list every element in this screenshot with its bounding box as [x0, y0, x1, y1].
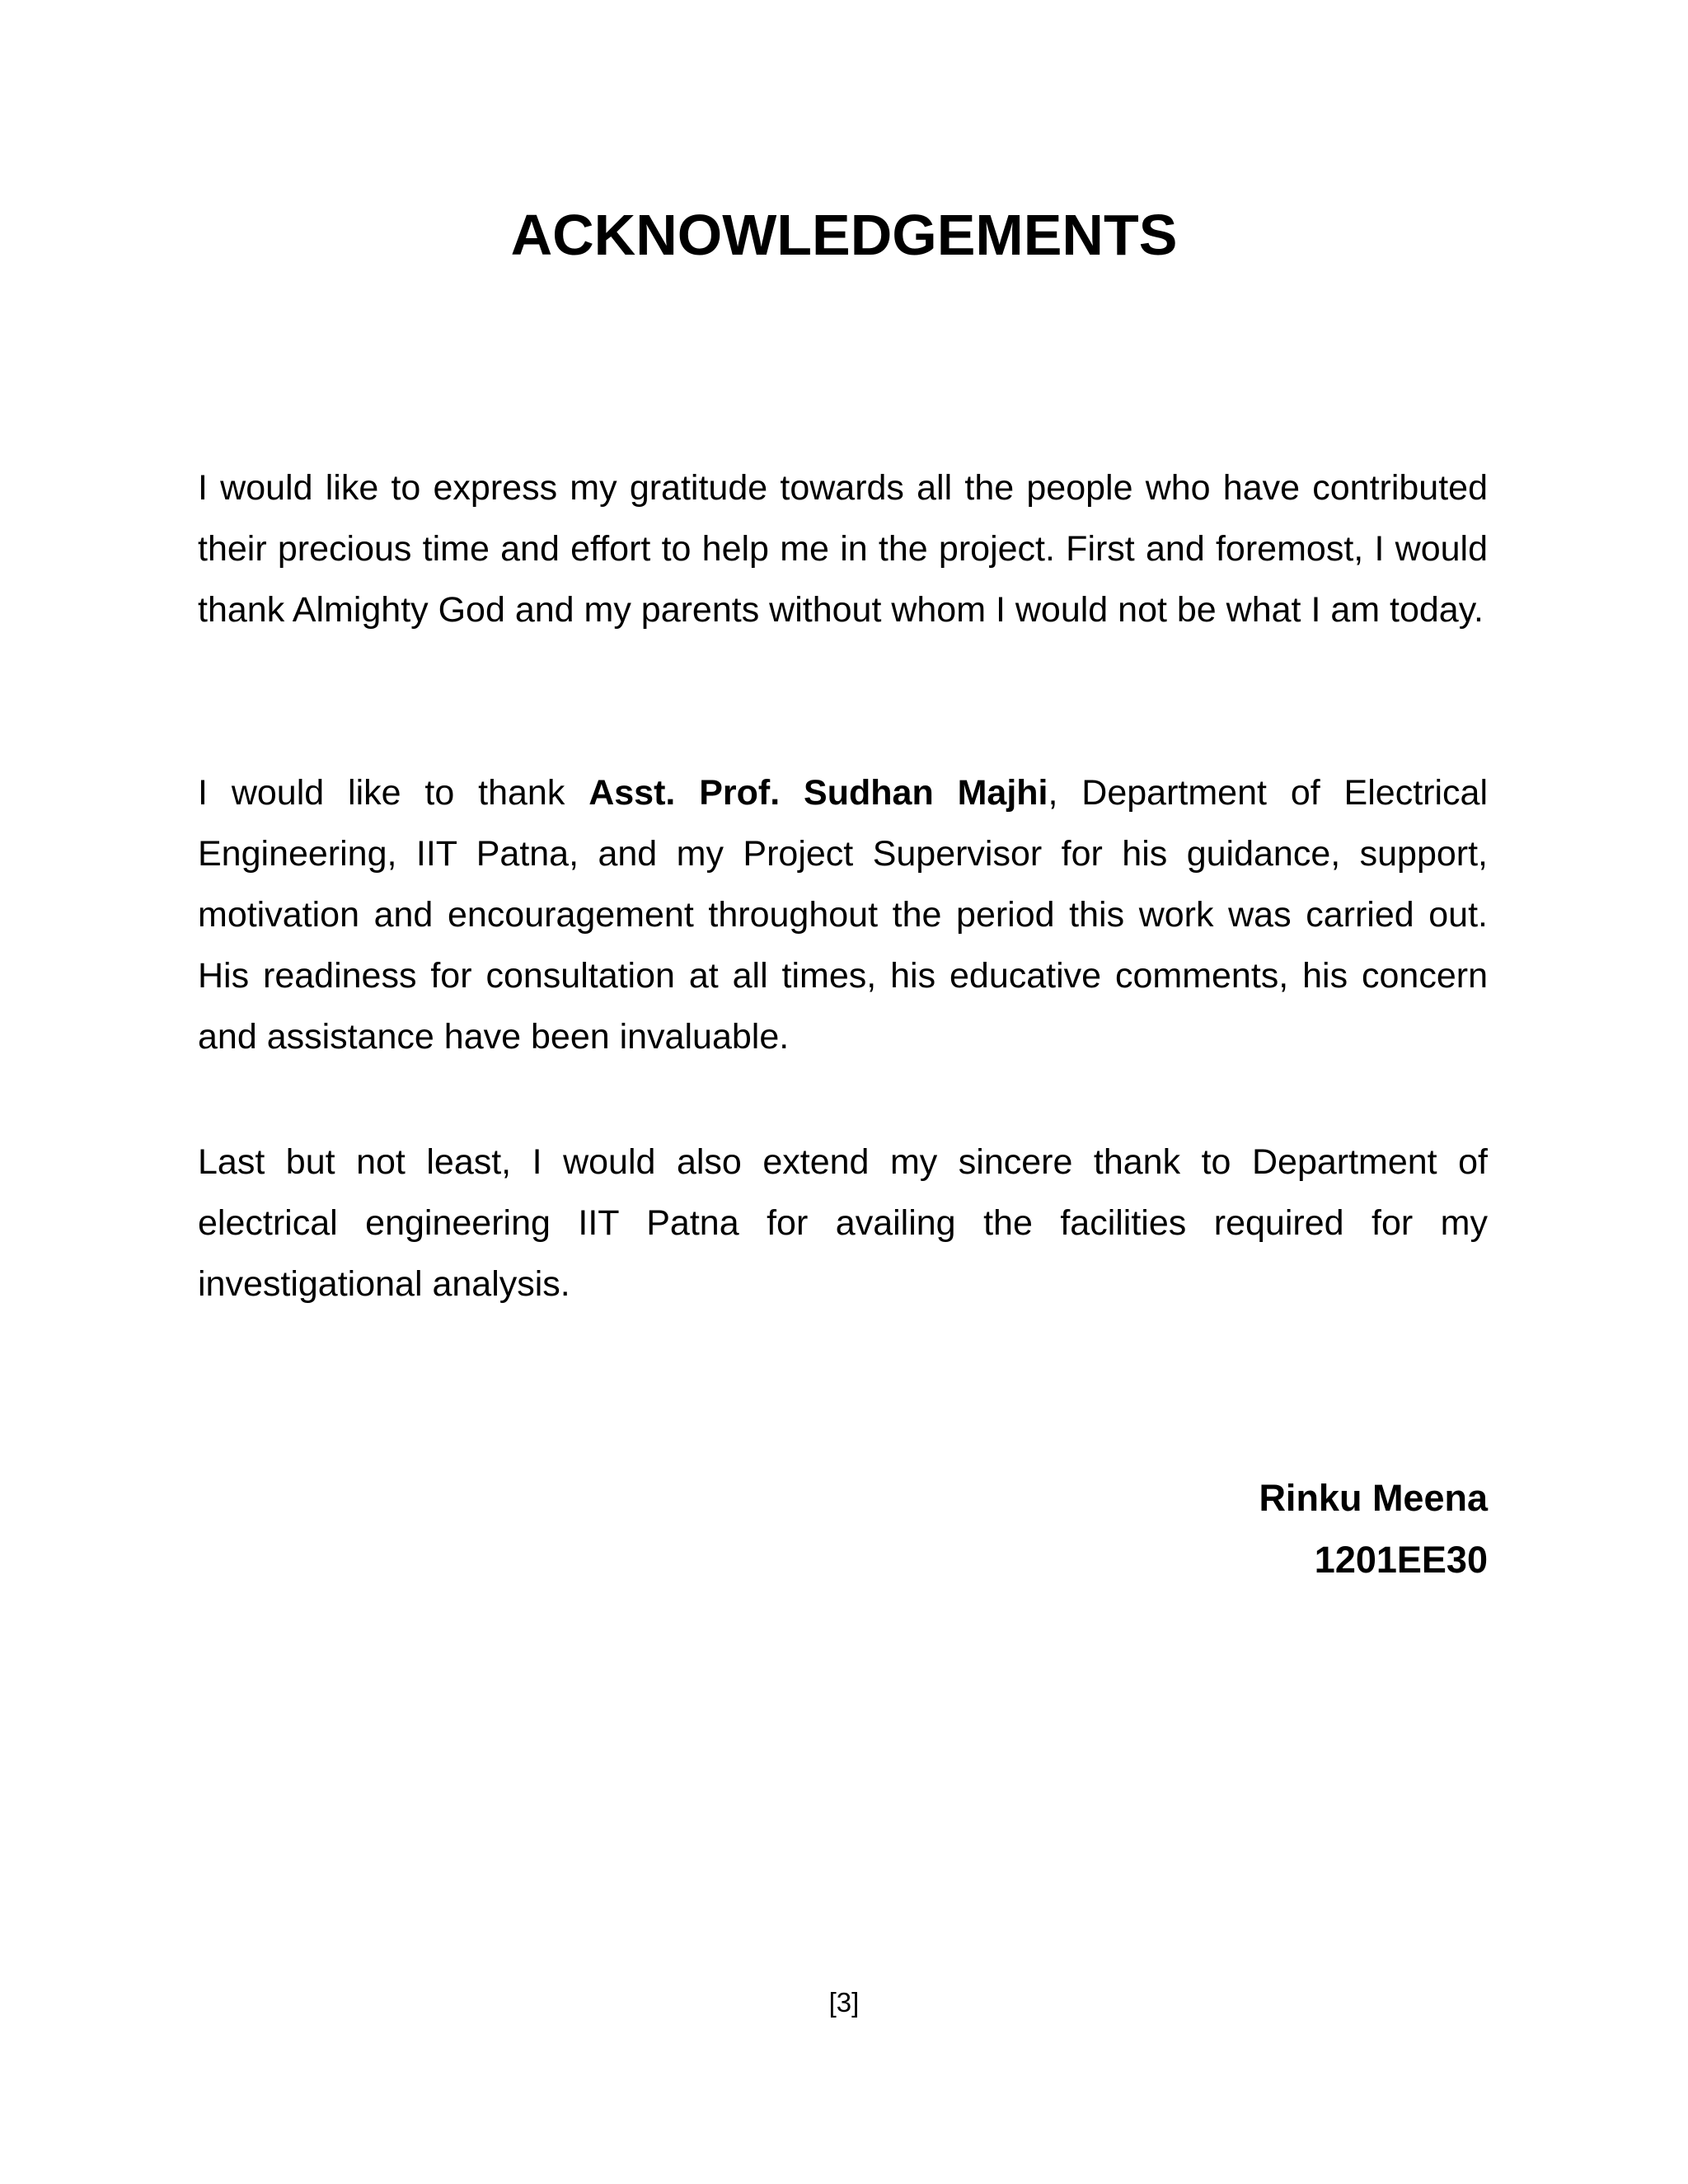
- page-number: [3]: [828, 1987, 860, 2018]
- paragraph-supervisor-thanks: [198, 762, 1488, 1067]
- paragraph-department-thanks: Last but not least, I would also extend my sincere thank to Department of electrical engineering IIT Patna for availing the facilities required for my investigational analysis.: [198, 1142, 1488, 1304]
- signature-roll-number: 1201EE30: [1314, 1539, 1488, 1581]
- paragraph-gratitude: I would like to express my gratitude towards all the people who have contributed their precious time and effort to help me in the project. First and foremost, I would thank Almighty God and my parents without whom I would not be what I am today.: [198, 468, 1488, 630]
- page-title: ACKNOWLEDGEMENTS: [510, 203, 1178, 267]
- supervisor-name: Asst. Prof. Sudhan Majhi: [588, 773, 1048, 813]
- signature-name: Rinku Meena: [1259, 1477, 1488, 1519]
- paragraph-supervisor-intro: I would like to thank: [198, 773, 589, 813]
- paragraph-supervisor-rest: , Department of Electrical Engineering, IIT Patna, and my Project Supervisor for his guidance, support, motivation and encouragement throughout the period this work was carried out. His readiness for consultation at all times, his educative comments, his concern and assistance have been invaluable.: [198, 773, 1488, 1057]
